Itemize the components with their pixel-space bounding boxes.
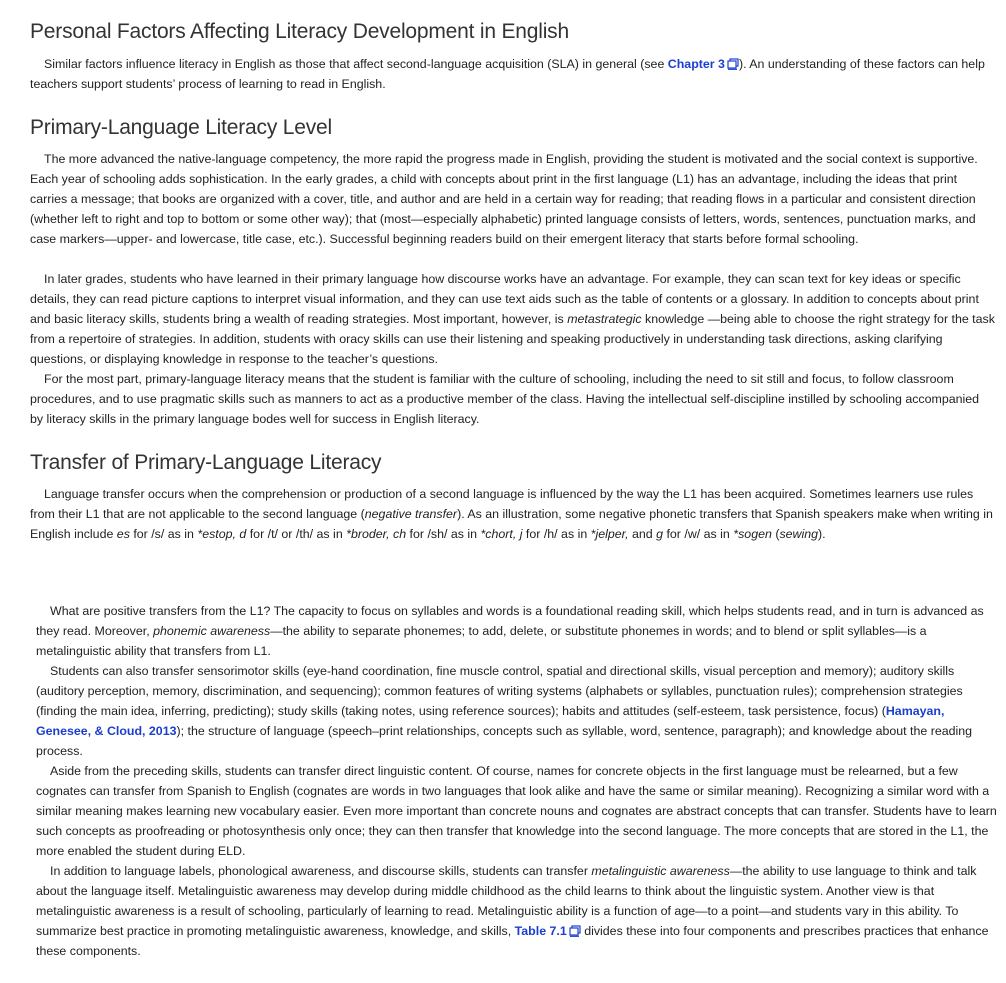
paragraph-text: divides these into four components and prescribes practices that enhance these components. xyxy=(36,924,989,958)
emphasis-example: *broder, ch xyxy=(346,527,407,541)
paragraph-primary-language-1: The more advanced the native-language competency, the more rapid the progress made in English, providing the student is motivated and the social context is supportive. Each year of schooling adds sophistication. In the early grades, a child with concepts about print in the first language (L1) has an advantage, including the ideas that print carries a message; that books are organized with a cover, title, and author and are held in a certain way for reading; that reading flows in a particular and consistent direction (whether left to right and top to bottom or some other way); that (most—especially alphabetic) printed language consists of letters, words, sentences, punctuation marks, and case markers—upper- and lowercase, title case, etc.). Successful beginning readers build on their emergent literacy that starts before formal schooling. xyxy=(30,152,978,246)
section-heading-transfer: Transfer of Primary-Language Literacy xyxy=(30,451,382,474)
paragraph-text: —the ability to separate phonemes; to add, delete, or substitute phonemes in words; and to blend or split syllables—is a metalinguistic ability that transfers from L1. xyxy=(36,624,927,658)
section-heading-primary-language: Primary-Language Literacy Level xyxy=(30,116,332,139)
paragraph-positive-transfer-3: Aside from the preceding skills, students can transfer direct linguistic content. Of course, names for concrete objects in the first language must be relearned, but a few cognates can transfer from Spanish to English (cognates are words in two languages that look alike and have the same or similar meaning). Recognizing a similar word with a similar meaning makes learning new vocabulary easier. Even more important than concrete nouns and cognates are abstract concepts that can transfer. Students have to learn such concepts as proofreading or photosynthesis only once; they can then transfer that knowledge into the second language. The more concepts that are stored in the L1, the more enabled the student during ELD. xyxy=(36,764,997,858)
paragraph-text: knowledge —being able to choose the right strategy for the task from a repertoire of strategies. In addition, students with oracy skills can use their listening and speaking productively in understanding task directions, asking clarifying questions, or displaying knowledge in response to the teacher’s questions. xyxy=(30,312,995,366)
emphasis-metastrategic: metastrategic xyxy=(567,312,642,326)
paragraph-text: ); the structure of language (speech–print relationships, concepts such as syllable, word, sentence, paragraph); and knowledge about the reading process. xyxy=(36,724,973,758)
paragraph-text: ( xyxy=(771,527,780,541)
paragraph-text: for /t/ or /th/ as in xyxy=(246,527,347,541)
paragraph-text: ). An understanding of these factors can help teachers support students’ process of learning to read in English. xyxy=(30,57,985,91)
paragraph-text: ). As an illustration, some negative phonetic transfers that Spanish speakers make when writing in English include xyxy=(30,507,993,541)
emphasis-phonemic-awareness: phonemic awareness xyxy=(153,624,271,638)
paragraph-text: and xyxy=(628,527,657,541)
paragraph-text: Similar factors influence literacy in English as those that affect second-language acquisition (SLA) in general (see xyxy=(44,57,668,71)
emphasis-metalinguistic-awareness: metalinguistic awareness xyxy=(591,864,730,878)
citation-hamayan-link[interactable]: Hamayan, Genesee, & Cloud, 2013 xyxy=(36,704,945,738)
emphasis-example: *chort, j xyxy=(480,527,523,541)
paragraph-personal-factors xyxy=(30,54,995,94)
paragraph-text: What are positive transfers from the L1? The capacity to focus on syllables and words is a foundational reading skill, which helps students read, and in turn is advanced as they read. Moreover, xyxy=(36,604,984,638)
paragraph-primary-language-2 xyxy=(30,269,995,369)
chapter-3-link[interactable] xyxy=(668,57,739,71)
table-7-1-link[interactable] xyxy=(515,924,581,938)
emphasis-example: sewing xyxy=(779,527,819,541)
external-link-icon[interactable] xyxy=(727,58,739,70)
emphasis-example: g xyxy=(656,527,664,541)
paragraph-primary-language-3: For the most part, primary-language literacy means that the student is familiar with the culture of schooling, including the need to sit still and focus, to follow classroom procedures, and to use pragmatic skills such as manners to act as a productive member of the class. Having the intellectual self-discipline instilled by schooling accompanied by literacy skills in the primary language bodes well for success in English literacy. xyxy=(30,372,980,426)
paragraph-text: for /h/ as in xyxy=(522,527,591,541)
paragraph-text: —the ability to use language to think and talk about the language itself. Metalinguistic awareness may develop during middle childhood as the child learns to think about the linguistic system. Another view is that metalinguistic awareness is a result of schooling, particularly of learning to read. Metalinguistic ability is a function of age—to a point—and students vary in this ability. To summarize best practice in promoting metalinguistic awareness, knowledge, and skills, xyxy=(36,864,977,938)
paragraph-text: for /sh/ as in xyxy=(406,527,481,541)
paragraph-text: Language transfer occurs when the comprehension or production of a second language is influenced by the way the L1 has been acquired. Sometimes learners use rules from their L1 that are not applicable to the second language ( xyxy=(30,487,974,521)
paragraph-text: for /s/ as in xyxy=(129,527,198,541)
paragraph-text: In addition to language labels, phonological awareness, and discourse skills, students can transfer xyxy=(50,864,592,878)
section-heading-personal-factors: Personal Factors Affecting Literacy Development in English xyxy=(30,20,569,43)
paragraph-positive-transfer-4 xyxy=(36,861,998,961)
paragraph-text: Students can also transfer sensorimotor skills (eye-hand coordination, fine muscle control, spatial and directional skills, visual perception and memory); auditory skills (auditory perception, memory, discrimination, and sequencing); common features of writing systems (alphabets or syllables, punctuation rules); comprehension strategies (finding the main idea, inferring, predicting); study skills (taking notes, using reference sources); habits and attitudes (self-esteem, task persistence, focus) ( xyxy=(36,664,963,718)
paragraph-positive-transfer-1 xyxy=(36,601,998,661)
emphasis-example: *jelper, xyxy=(590,527,629,541)
paragraph-transfer-1 xyxy=(30,484,995,544)
paragraph-positive-transfer-2 xyxy=(36,661,998,761)
external-link-icon[interactable] xyxy=(569,925,581,937)
chapter-3-link-label[interactable]: Chapter 3 xyxy=(667,57,725,71)
paragraph-text: for /w/ as in xyxy=(663,527,734,541)
emphasis-example: *sogen xyxy=(733,527,772,541)
emphasis-example: es xyxy=(116,527,130,541)
paragraph-text: ). xyxy=(818,527,826,541)
emphasis-example: *estop, d xyxy=(197,527,247,541)
emphasis-negative-transfer: negative transfer xyxy=(364,507,458,521)
paragraph-text: In later grades, students who have learned in their primary language how discourse works have an advantage. For example, they can scan text for key ideas or specific details, they can read picture captions to interpret visual information, and they can use text aids such as the table of contents or a glossary. In addition to concepts about print and basic literacy skills, students bring a wealth of reading strategies. Most important, however, is xyxy=(30,272,979,326)
table-7-1-link-label[interactable]: Table 7.1 xyxy=(514,924,567,938)
